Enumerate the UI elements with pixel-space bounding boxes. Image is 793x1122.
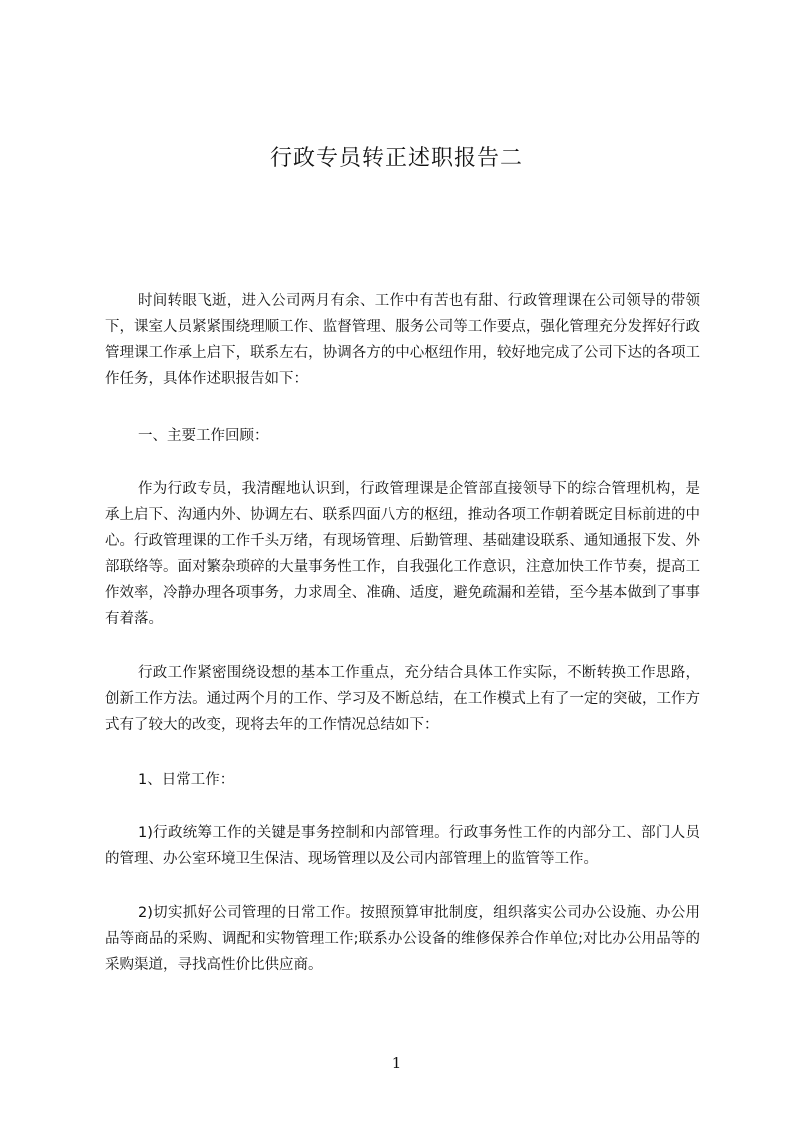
list-item-1: 1)行政统筹工作的关键是事务控制和内部管理。行政事务性工作的内部分工、部门人员的管理、办公室环境卫生保洁、现场管理以及公司内部管理上的监管等工作。 [105, 825, 700, 867]
method-paragraph: 行政工作紧密围绕设想的基本工作重点，充分结合具体工作实际，不断转换工作思路，创新工作方法。通过两个月的工作、学习及不断总结，在工作模式上有了一定的突破，工作方式有了较大的改变，现将去年的工作情况总结如下： [105, 665, 700, 733]
list-item-2: 2)切实抓好公司管理的日常工作。按照预算审批制度，组织落实公司办公设施、办公用品等商品的采购、调配和实物管理工作;联系办公设备的维修保养合作单位;对比办公用品等的采购渠道，寻找高性价比供应商。 [105, 905, 700, 973]
intro-paragraph: 时间转眼飞逝，进入公司两月有余、工作中有苦也有甜、行政管理课在公司领导的带领下，课室人员紧紧围绕理顺工作、监督管理、服务公司等工作要点，强化管理充分发挥好行政管理课工作承上启下，联系左右，协调各方的中心枢纽作用，较好地完成了公司下达的各项工作任务，具体作述职报告如下： [105, 293, 700, 387]
role-paragraph: 作为行政专员，我清醒地认识到，行政管理课是企管部直接领导下的综合管理机构，是承上启下、沟通内外、协调左右、联系四面八方的枢纽，推动各项工作朝着既定目标前进的中心。行政管理课的工作千头万绪，有现场管理、后勤管理、基础建设联系、通知通报下发、外部联络等。面对繁杂琐碎的大量事务性工作，自我强化工作意识，注意加快工作节奏，提高工作效率，冷静办理各项事务，力求周全、准确、适度，避免疏漏和差错，至今基本做到了事事有着落。 [105, 481, 700, 627]
section-heading-review: 一、主要工作回顾： [138, 428, 269, 444]
section-heading-daily-work: 1、日常工作： [138, 772, 235, 788]
page-number: 1 [391, 1054, 402, 1072]
page-title: 行政专员转正述职报告二 [269, 146, 523, 171]
